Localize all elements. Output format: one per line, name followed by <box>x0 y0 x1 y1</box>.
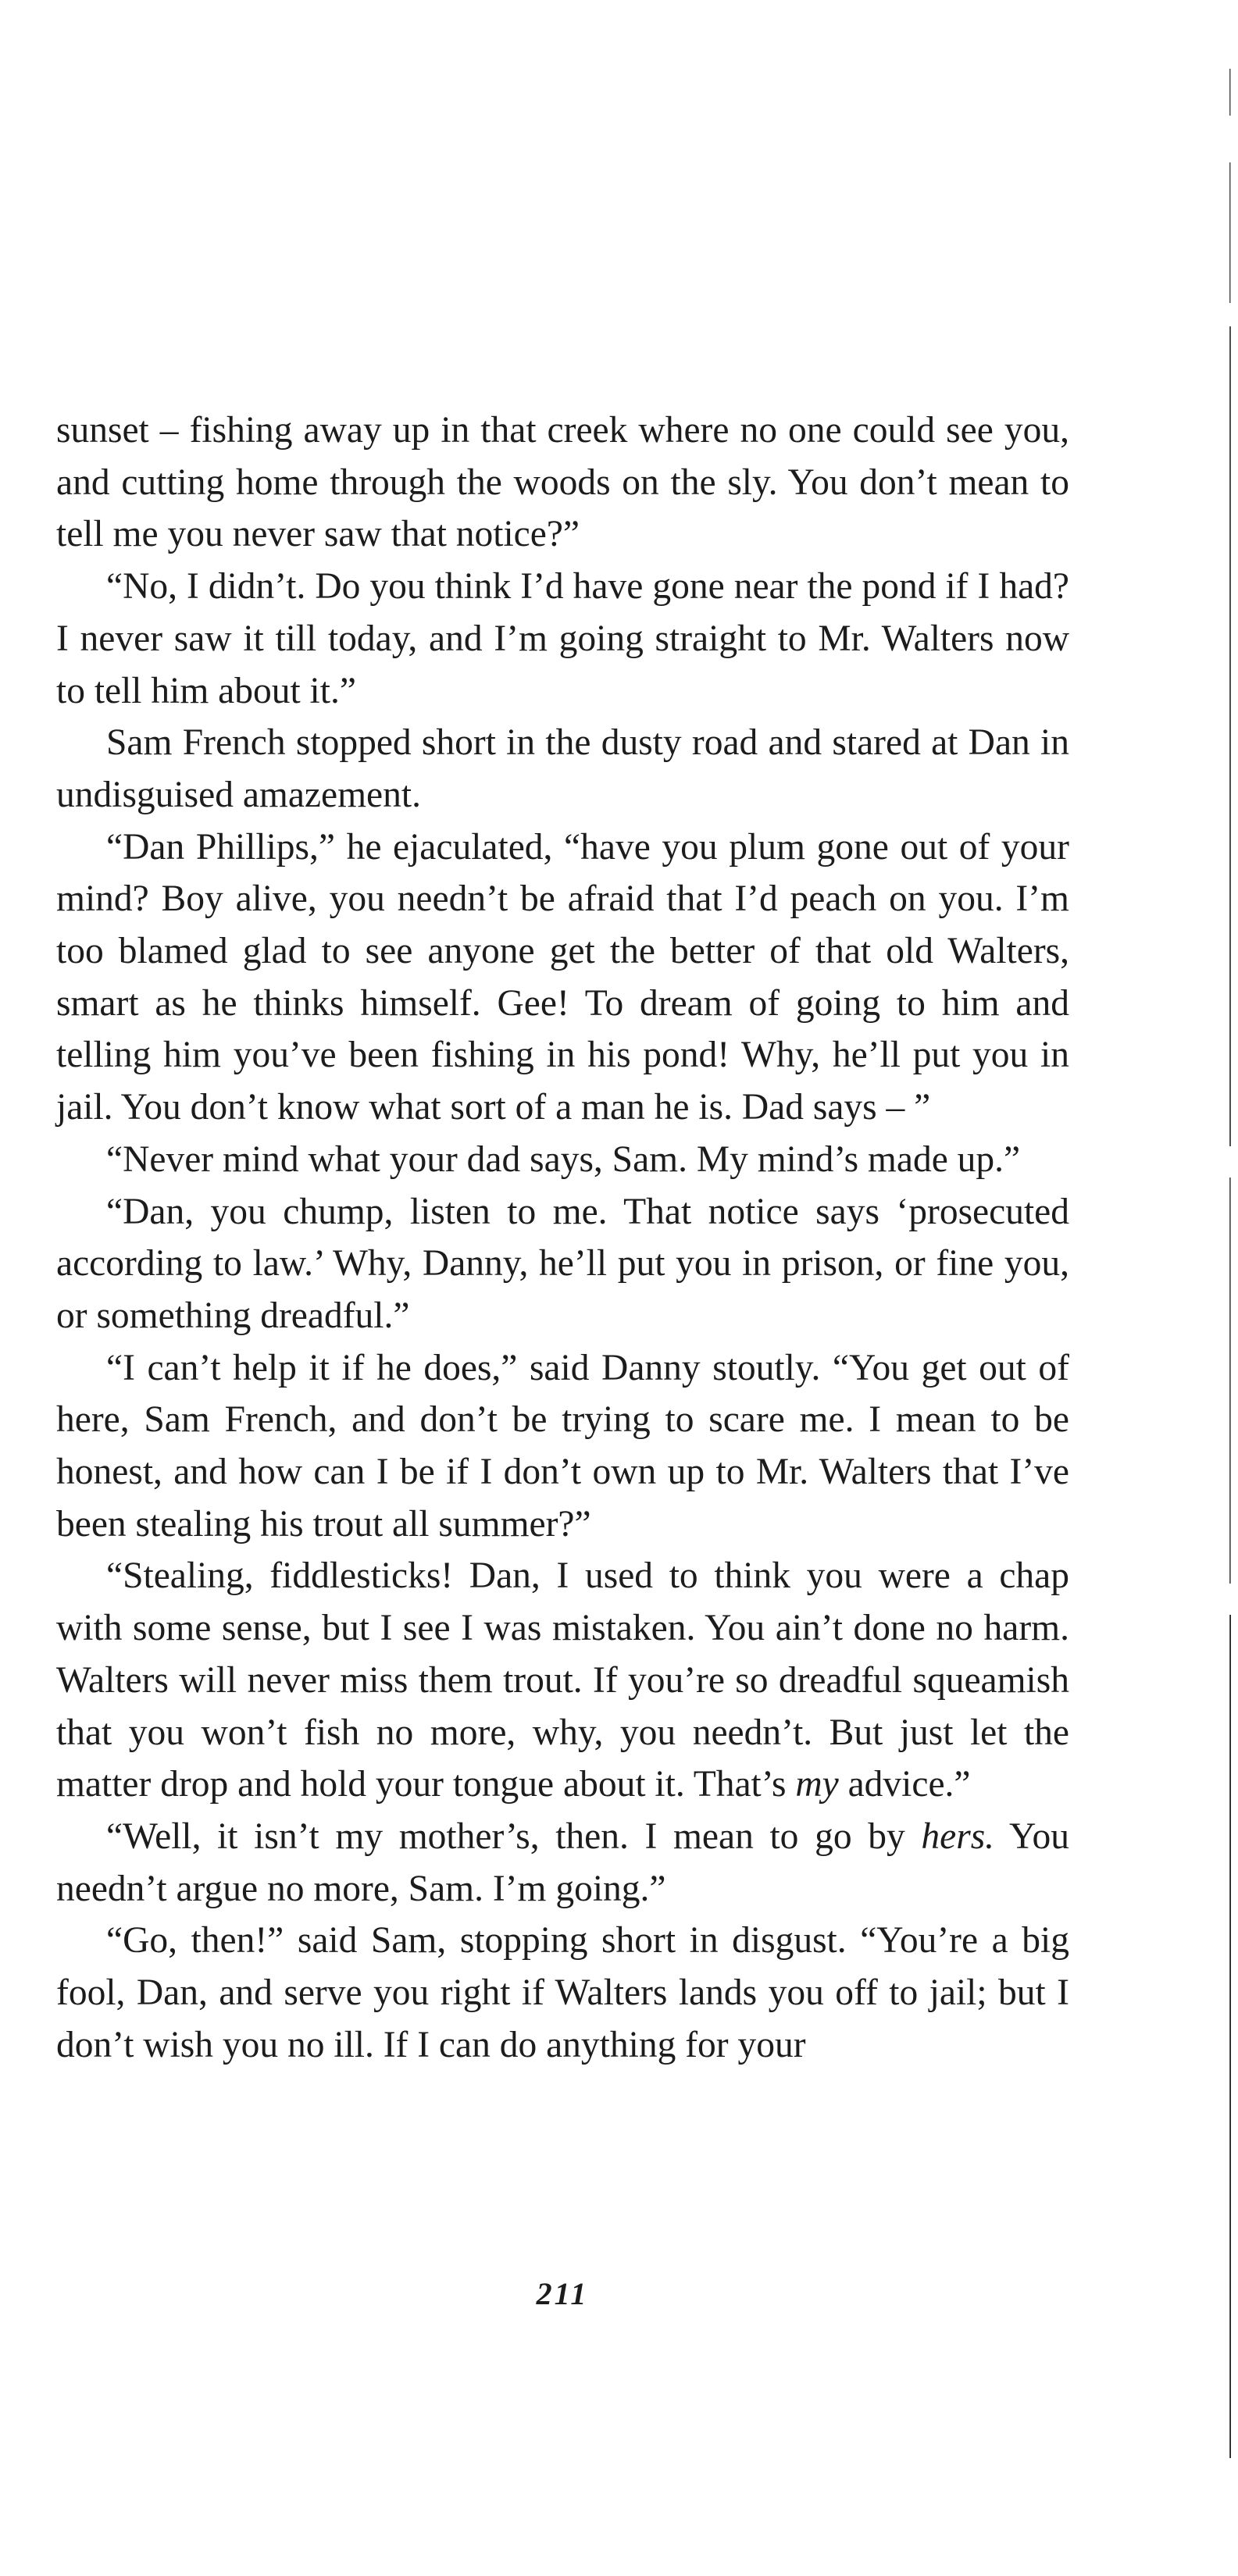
text-segment: “Go, then!” said Sam, stopping short in disgust. “You’re a big fool, Dan, and serve you right if Walters lands you off to jail; but I don’t wish you no ill. If I can do anything for your <box>56 1920 1069 2065</box>
italic-text: my <box>795 1764 839 1805</box>
text-segment: “Dan Phillips,” he ejaculated, “have you plum gone out of your mind? Boy alive, you needn’t be afraid that I’d peach on you. I’m too blamed glad to see anyone get the better of that old Walters, smart as he thinks himself. Gee! To dream of going to him and telling him you’ve been fishing in his pond! Why, he’ll put you in jail. You don’t know what sort of a man he is. Dad says – ” <box>56 826 1069 1128</box>
text-segment: advice.” <box>838 1764 971 1805</box>
text-segment: sunset – fishing away up in that creek where no one could see you, and cutting home through the woods on the sly. You don’t mean to tell me you never saw that notice?” <box>56 410 1069 555</box>
paragraph <box>56 1550 1069 1811</box>
text-segment: “Stealing, fiddlesticks! Dan, I used to think you were a chap with some sense, but I see I was mistaken. You ain’t done no harm. Walters will never miss them trout. If you’re so dreadful squeamish that you won’t fish no more, why, you needn’t. But just let the matter drop and hold your tongue about it. That’s <box>56 1555 1069 1805</box>
paragraph <box>56 717 1069 821</box>
paragraph <box>56 1186 1069 1342</box>
text-segment: Sam French stopped short in the dusty road and stared at Dan in undisguised amazement. <box>56 722 1069 815</box>
paragraph <box>56 821 1069 1134</box>
binding-edge <box>1229 69 1232 2458</box>
paragraph <box>56 404 1069 561</box>
paragraph <box>56 1811 1069 1915</box>
text-segment: “Well, it isn’t my mother’s, then. I mean to go by <box>106 1815 922 1857</box>
page-number: 211 <box>536 2276 589 2311</box>
text-segment: “Dan, you chump, listen to me. That notice says ‘prosecuted according to law.’ Why, Danny, he’ll put you in prison, or fine you, or something dreadful.” <box>56 1191 1069 1336</box>
text-segment: “Never mind what your dad says, Sam. My mind’s made up.” <box>106 1138 1021 1180</box>
paragraph <box>56 561 1069 717</box>
paragraph <box>56 1342 1069 1551</box>
paragraph <box>56 1915 1069 2071</box>
text-segment: “I can’t help it if he does,” said Danny stoutly. “You get out of here, Sam French, and don’t be trying to scare me. I mean to be honest, and how can I be if I don’t own up to Mr. Walters that I’ve been stealing his trout all summer?” <box>56 1347 1069 1545</box>
text-segment: “No, I didn’t. Do you think I’d have gone near the pond if I had? I never saw it till today, and I’m going straight to Mr. Walters now to tell him about it.” <box>56 566 1069 711</box>
paragraph <box>56 1134 1069 1186</box>
text-segment: You needn’t argue no more, Sam. I’m going.” <box>56 1815 1069 1909</box>
body-text <box>56 404 1069 2072</box>
italic-text: hers. <box>921 1815 995 1857</box>
